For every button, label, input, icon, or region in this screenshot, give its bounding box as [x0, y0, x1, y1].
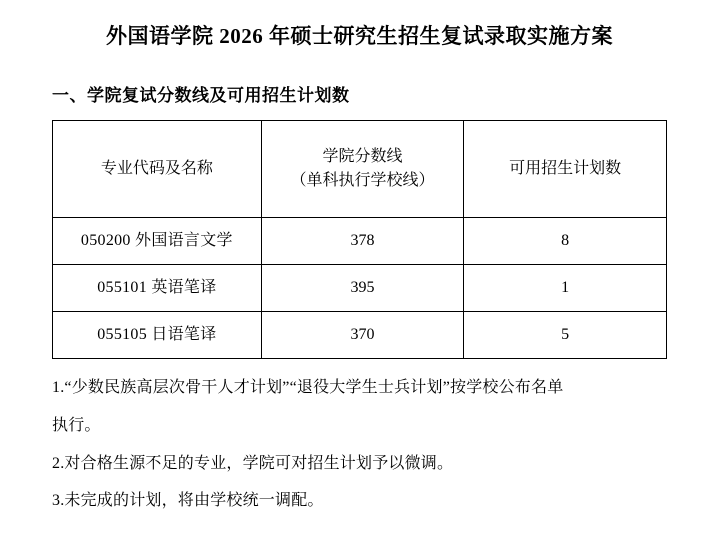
- note-item-continuation: 执行。: [52, 416, 101, 434]
- column-header-major: 专业代码及名称: [53, 121, 262, 218]
- table-header-row: [53, 121, 667, 218]
- section-heading: 一、学院复试分数线及可用招生计划数: [52, 86, 350, 106]
- cell-major: 050200 外国语言文学: [53, 218, 262, 265]
- column-header-score-line1: 学院分数线: [322, 147, 403, 165]
- document-page: [0, 22, 719, 553]
- cell-plan: 1: [464, 265, 667, 312]
- page-title: 外国语学院 2026 年硕士研究生招生复试录取实施方案: [106, 24, 613, 48]
- cell-score: 378: [261, 218, 464, 265]
- notes-list: [52, 373, 667, 515]
- column-header-plan: 可用招生计划数: [464, 121, 667, 218]
- cell-plan: 8: [464, 218, 667, 265]
- note-item: 2.对合格生源不足的专业，学院可对招生计划予以微调。: [52, 454, 454, 472]
- cell-major: 055101 英语笔译: [53, 265, 262, 312]
- cell-score: 395: [261, 265, 464, 312]
- cell-major: 055105 日语笔译: [53, 312, 262, 359]
- column-header-score-line2: （单科执行学校线）: [290, 172, 435, 190]
- table-row: [53, 218, 667, 265]
- note-item: 1.“少数民族高层次骨干人才计划”“退役大学生士兵计划”按学校公布名单: [52, 379, 564, 397]
- score-line-table: [52, 120, 667, 359]
- table-row: [53, 312, 667, 359]
- column-header-score: [261, 121, 464, 218]
- table-row: [53, 265, 667, 312]
- cell-score: 370: [261, 312, 464, 359]
- note-item: 3.未完成的计划，将由学校统一调配。: [52, 492, 324, 510]
- cell-plan: 5: [464, 312, 667, 359]
